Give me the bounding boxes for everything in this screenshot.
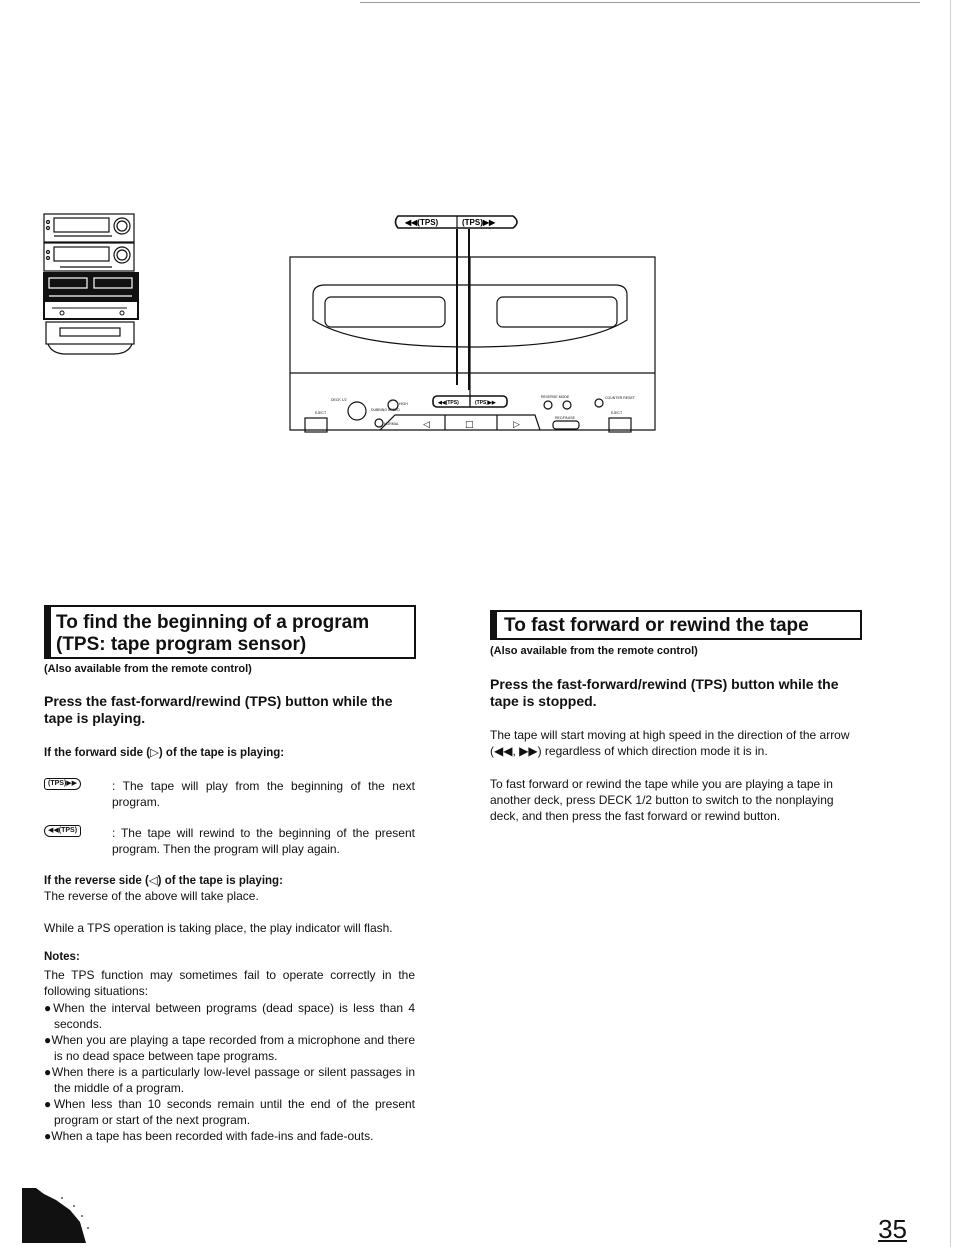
panel-tps-rew: ◀◀(TPS) <box>438 400 459 406</box>
note-item: ●When you are playing a tape recorded from a microphone and there is no dead space between tape programs. <box>44 1033 415 1063</box>
reverse-heading: If the reverse side (◁) of the tape is playing: <box>44 875 283 887</box>
scan-artifact-top <box>360 2 920 3</box>
right-remote-note: (Also available from the remote control) <box>490 645 698 657</box>
label-eject-left: EJECT <box>315 411 327 415</box>
label-counter-reset: COUNTER RESET <box>605 396 635 400</box>
note-item: ●When the interval between programs (dead space) is less than 4 seconds. <box>44 1001 415 1031</box>
callout-tps-ff: (TPS)▶▶ <box>462 218 496 227</box>
label-deck12: DECK 1/2 <box>331 398 347 402</box>
reverse-text: The reverse of the above will take place. <box>44 889 259 903</box>
left-title-line2: (TPS: tape program sensor) <box>56 634 307 655</box>
notes-intro: The TPS function may sometimes fail to operate correctly in the following situations: <box>44 968 415 998</box>
left-lead: Press the fast-forward/rewind (TPS) button while the tape is playing. <box>44 693 393 726</box>
right-para2: To fast forward or rewind the tape while you are playing a tape in another deck, press DECK 1/2 button to switch to the nonplaying deck, and then press the fast forward or rewind button. <box>490 777 834 823</box>
thumb-index-mark <box>22 1188 92 1243</box>
label-normal: NORMAL <box>384 422 399 426</box>
callout-tps-rew: ◀◀(TPS) <box>405 218 439 227</box>
note-item: ●When less than 10 seconds remain until the end of the present program or start of the next program. <box>44 1097 415 1127</box>
label-dubbing: DUBBING SPEED <box>371 408 400 412</box>
title-bar-accent <box>492 612 497 638</box>
label-eject-right: EJECT <box>611 411 623 415</box>
forward-heading: If the forward side (▷) of the tape is playing: <box>44 747 285 759</box>
panel-tps-ff: (TPS)▶▶ <box>475 400 496 406</box>
label-rec-pause: REC/PAUSE <box>555 416 575 420</box>
notes-heading: Notes: <box>44 951 80 963</box>
right-lead: Press the fast-forward/rewind (TPS) button while the tape is stopped. <box>490 676 839 709</box>
left-title-line1: To find the beginning of a program <box>56 612 370 633</box>
item1-text: : The tape will play from the beginning of the next program. <box>112 779 415 809</box>
transport-stop-icon: □ <box>465 420 474 430</box>
transport-rev-icon: ◁ <box>423 420 430 430</box>
page-edge <box>950 0 951 1247</box>
right-section-title <box>490 610 862 640</box>
note-item: ●When a tape has been recorded with fade-ins and fade-outs. <box>44 1129 374 1143</box>
right-para1: The tape will start moving at high speed in the direction of the arrow (◀◀, ▶▶) regardless of which direction mode it is in. <box>490 728 850 758</box>
cassette-deck-diagram <box>285 205 665 445</box>
notes-list <box>44 1000 415 1144</box>
label-deck-mode: REVERSE MODE <box>541 395 570 399</box>
transport-fwd-icon: ▷ <box>513 420 520 430</box>
left-section-title <box>44 605 416 659</box>
label-high: HIGH <box>399 402 408 406</box>
right-title: To fast forward or rewind the tape <box>504 615 809 636</box>
item2-text: : The tape will rewind to the beginning of the present program. Then the program will play again. <box>112 826 415 856</box>
left-remote-note: (Also available from the remote control) <box>44 663 252 675</box>
page-number: 35 <box>878 1214 907 1244</box>
stereo-system-thumbnail <box>42 212 142 357</box>
title-bar-accent <box>46 607 51 657</box>
tps-ff-button-icon: (TPS)▶▶ <box>44 778 81 790</box>
note-item: ●When there is a particularly low-level passage or silent passages in the middle of a program. <box>44 1065 415 1095</box>
flash-text: While a TPS operation is taking place, the play indicator will flash. <box>44 921 393 935</box>
tps-rew-button-icon: ◀◀(TPS) <box>44 825 81 837</box>
